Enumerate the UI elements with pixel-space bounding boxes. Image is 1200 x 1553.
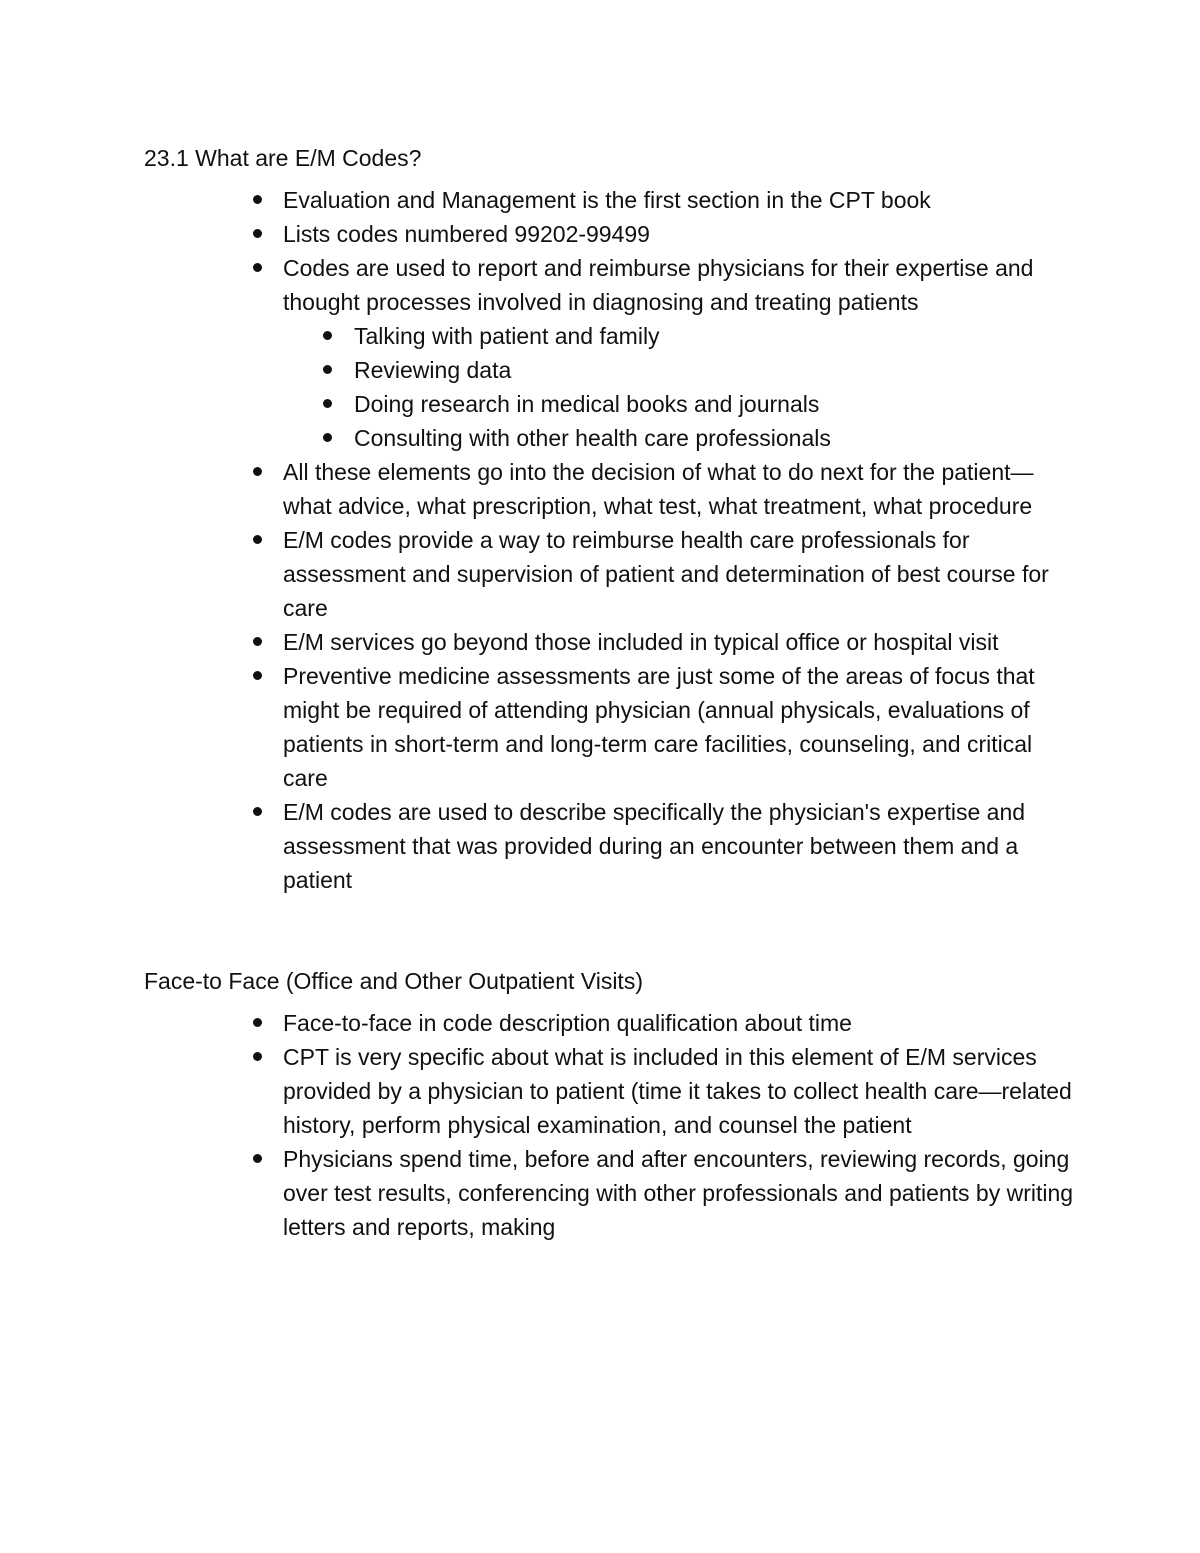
- list-item: [144, 217, 1074, 251]
- bullet-list: [144, 183, 1074, 897]
- sub-bullet-list: [283, 319, 1074, 455]
- section-heading: Face-to Face (Office and Other Outpatient Visits): [144, 968, 643, 994]
- bullet-icon: [253, 467, 262, 476]
- list-item: [144, 523, 1074, 625]
- list-item-text: E/M codes are used to describe specifically the physician's expertise and assessment that was provided during an encounter between them and a patient: [283, 799, 1026, 893]
- list-item: [144, 625, 1074, 659]
- bullet-icon: [253, 671, 262, 680]
- bullet-icon: [253, 637, 262, 646]
- bullet-icon: [323, 433, 332, 442]
- bullet-icon: [323, 331, 332, 340]
- list-item: [144, 455, 1074, 523]
- sub-list-item-text: Talking with patient and family: [354, 323, 660, 349]
- document-content: [144, 141, 1074, 1244]
- bullet-icon: [253, 195, 262, 204]
- bullet-icon: [253, 263, 262, 272]
- list-item: [144, 1142, 1074, 1244]
- sub-list-item-text: Consulting with other health care professionals: [354, 425, 831, 451]
- sub-list-item: [283, 421, 1074, 455]
- list-item: [144, 1040, 1074, 1142]
- list-item-text: Lists codes numbered 99202-99499: [283, 221, 650, 247]
- bullet-icon: [253, 229, 262, 238]
- list-item: [144, 251, 1074, 455]
- list-item-text: E/M services go beyond those included in typical office or hospital visit: [283, 629, 999, 655]
- bullet-icon: [253, 1154, 262, 1163]
- sub-list-item-text: Doing research in medical books and journals: [354, 391, 820, 417]
- section-em-codes: [144, 141, 1074, 897]
- list-item-text: E/M codes provide a way to reimburse health care professionals for assessment and supervision of patient and determination of best course for care: [283, 527, 1049, 621]
- bullet-icon: [323, 365, 332, 374]
- bullet-list: [144, 1006, 1074, 1244]
- sub-list-item: [283, 353, 1074, 387]
- list-item-text: Evaluation and Management is the first section in the CPT book: [283, 187, 931, 213]
- section-heading: 23.1 What are E/M Codes?: [144, 145, 422, 171]
- list-item: [144, 795, 1074, 897]
- bullet-icon: [323, 399, 332, 408]
- section-spacer: [144, 897, 1074, 964]
- bullet-icon: [253, 1018, 262, 1027]
- list-item-text: CPT is very specific about what is included in this element of E/M services provided by a physician to patient (time it takes to collect health care—related history, perform physical examination, and counsel the patient: [283, 1044, 1072, 1138]
- bullet-icon: [253, 1052, 262, 1061]
- list-item: [144, 1006, 1074, 1040]
- list-item-text: Preventive medicine assessments are just some of the areas of focus that might be required of attending physician (annual physicals, evaluations of patients in short-term and long-term care facilities, counseling, and critical care: [283, 663, 1035, 791]
- list-item-text: Codes are used to report and reimburse physicians for their expertise and thought processes involved in diagnosing and treating patients: [283, 255, 1034, 315]
- list-item: [144, 183, 1074, 217]
- bullet-icon: [253, 535, 262, 544]
- list-item-text: Face-to-face in code description qualification about time: [283, 1010, 852, 1036]
- sub-list-item: [283, 387, 1074, 421]
- sub-list-item: [283, 319, 1074, 353]
- list-item: [144, 659, 1074, 795]
- sub-list-item-text: Reviewing data: [354, 357, 512, 383]
- list-item-text: All these elements go into the decision of what to do next for the patient—what advice, what prescription, what test, what treatment, what procedure: [283, 459, 1034, 519]
- bullet-icon: [253, 807, 262, 816]
- section-face-to-face: [144, 964, 1074, 1244]
- list-item-text: Physicians spend time, before and after encounters, reviewing records, going over test results, conferencing with other professionals and patients by writing letters and reports, making: [283, 1146, 1074, 1240]
